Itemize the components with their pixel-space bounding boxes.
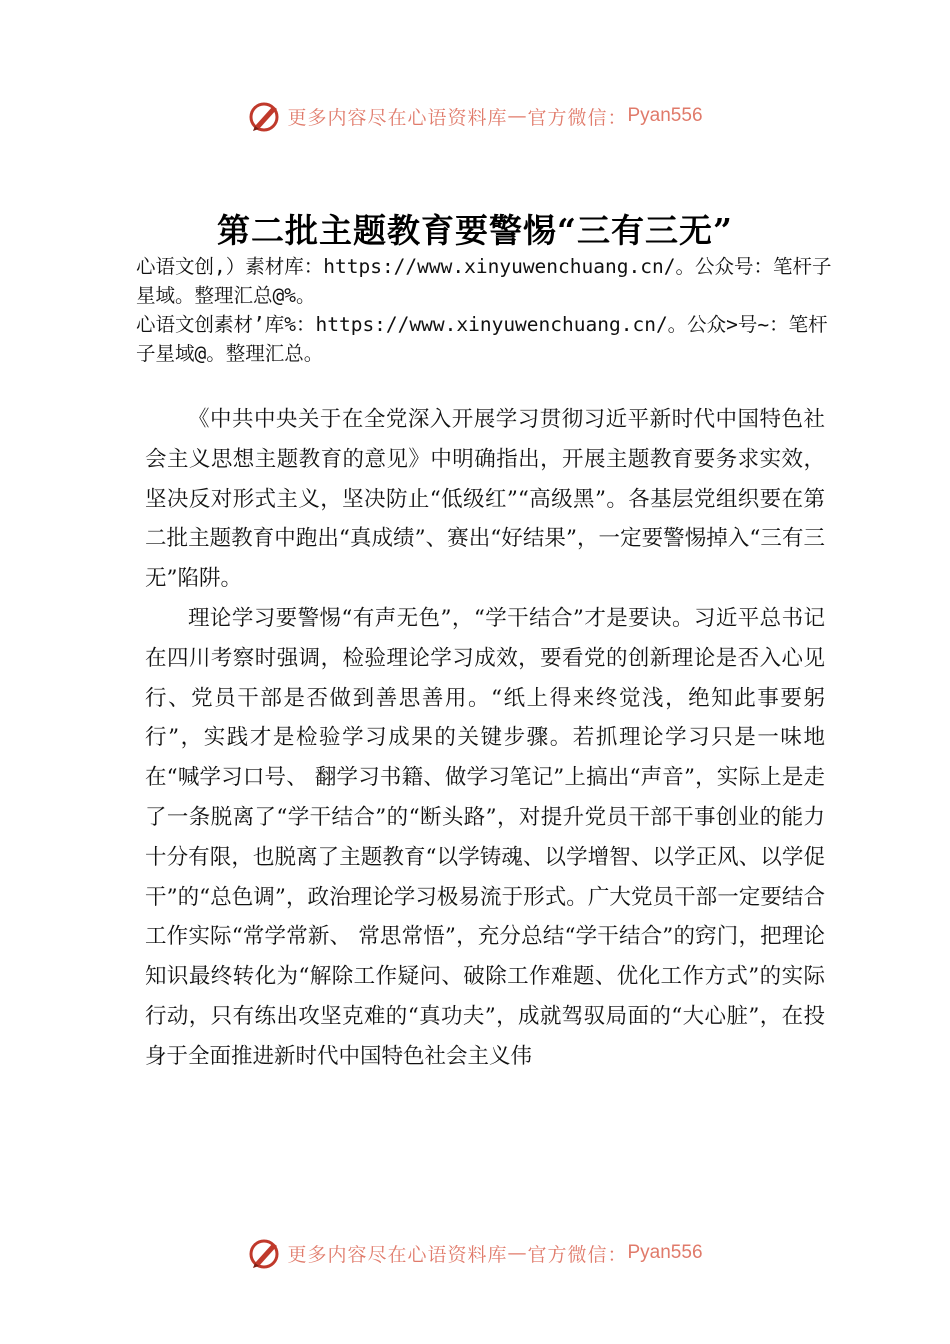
banner-wechat-label: 官方微信： — [527, 1243, 628, 1266]
pen-logo-icon — [247, 98, 283, 134]
paragraph: 《中共中央关于在全党深入开展学习贯彻习近平新时代中国特色社会主义思想主题教育的意见》中明确指出，开展主题教育要务求实效，坚决反对形式主义，坚决防止“低级红”“高级黑”。各基层党组织要在第二批主题教育中跑出“真成绩”、赛出“好结果”，一定要警惕掉入“三有三无”陷阱。 — [145, 407, 825, 592]
footer-watermark-banner — [0, 1233, 950, 1273]
banner-wechat-label: 官方微信： — [527, 106, 628, 129]
meta-line: 心语文创素材’库%：https://www.xinyuwenchuang.cn/。公众>号~：笔杆子星域@。整理汇总。 — [136, 313, 828, 365]
banner-dash: — — [507, 105, 528, 127]
pen-logo-icon — [247, 1235, 283, 1271]
header-watermark-banner — [0, 96, 950, 136]
source-meta — [136, 252, 836, 368]
banner-dash: — — [507, 1242, 528, 1264]
banner-main-text: 更多内容尽在心语资料库 — [287, 106, 508, 129]
document-body — [145, 400, 825, 1077]
document-title: 第二批主题教育要警惕“三有三无” — [217, 211, 733, 250]
banner-main-text: 更多内容尽在心语资料库 — [287, 1243, 508, 1266]
paragraph: 理论学习要警惕“有声无色”，“学干结合”才是要诀。习近平总书记在四川考察时强调，检验理论学习成效，要看党的创新理论是否入心见行、党员干部是否做到善思善用。“纸上得来终觉浅，绝知此事要躬行”，实践才是检验学习成果的关键步骤。若抓理论学习只是一味地在“喊学习口号、 翻学习书籍、做学习笔记”上搞出“声音”，实际上是走了一条脱离了“学干结合”的“断头路”，对提升党员干部干事创业的能力十分有限，也脱离了主题教育“以学铸魂、以学增智、以学正风、以学促干”的“总色调”，政治理论学习极易流于形式。广大党员干部一定要结合工作实际“常学常新、 常思常悟”，充分总结“学干结合”的窍门，把理论知识最终转化为“解除工作疑问、破除工作难题、优化工作方式”的实际行动，只有练出攻坚克难的“真功夫”，成就驾驭局面的“大心脏”，在投身于全面推进新时代中国特色社会主义伟 — [145, 605, 825, 1069]
banner-wechat-id: Pyan556 — [627, 105, 703, 126]
banner-wechat-id: Pyan556 — [627, 1242, 703, 1263]
meta-line: 心语文创,）素材库：https://www.xinyuwenchuang.cn/。公众号：笔杆子星域。整理汇总@%。 — [136, 255, 832, 307]
